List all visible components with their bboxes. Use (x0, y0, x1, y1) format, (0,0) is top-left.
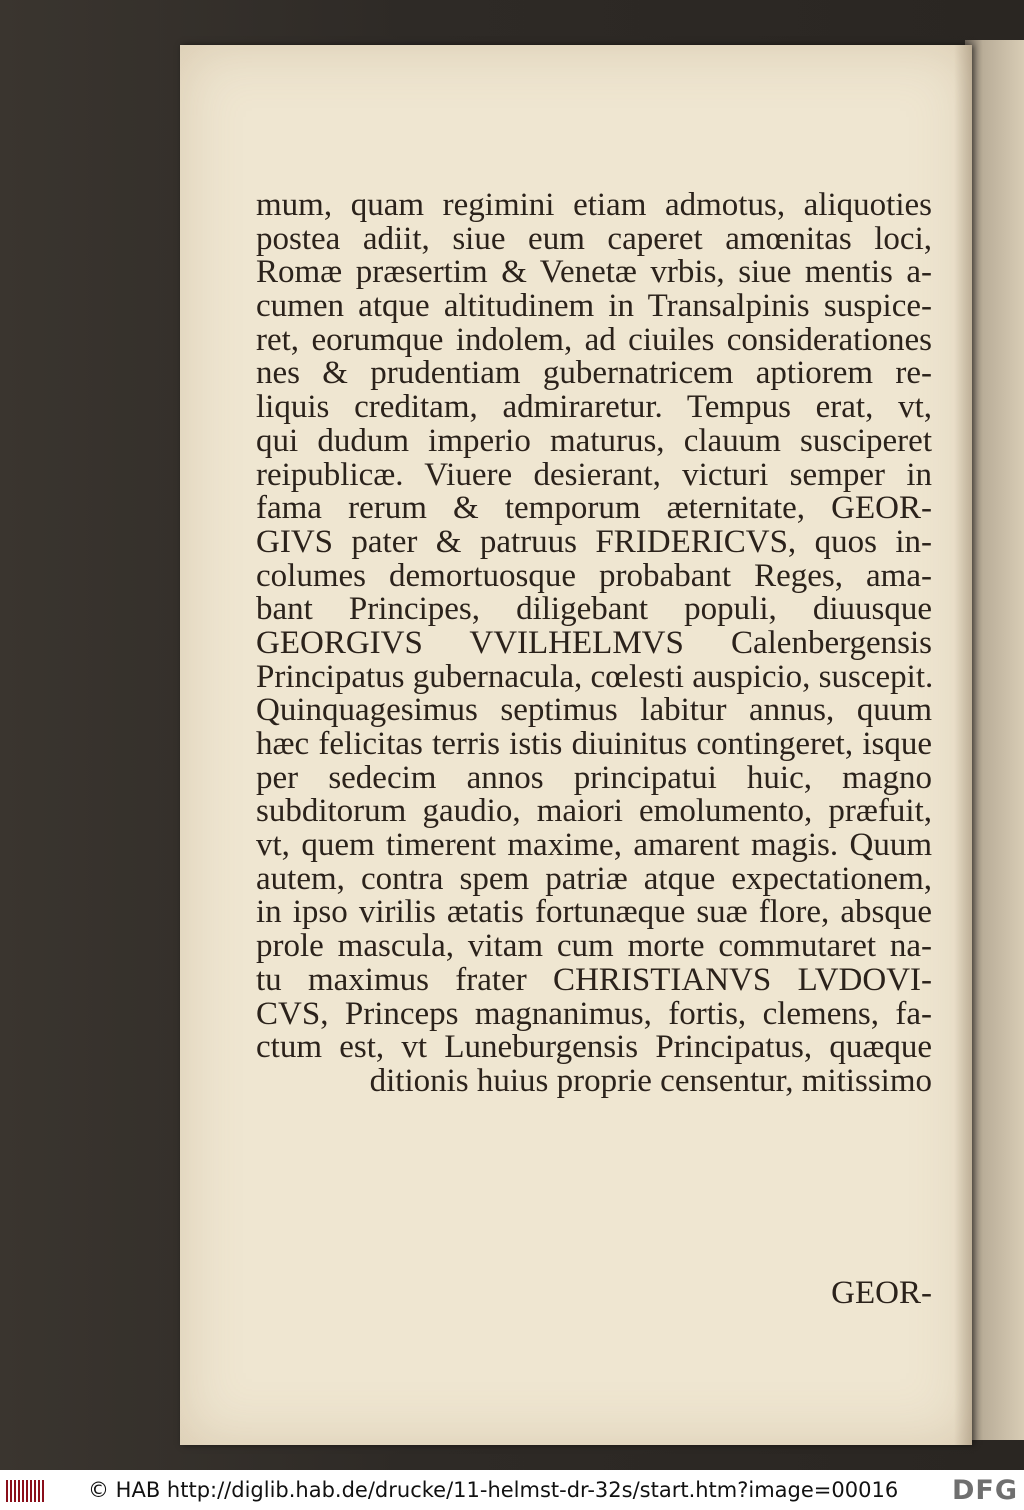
text-line: Romæ præsertim & Venetæ vrbis, siue mentis a- (256, 254, 932, 291)
text-line: fama rerum & temporum æternitate, GEOR- (256, 490, 932, 527)
text-line: hæc felicitas terris istis diuinitus contingeret, isque (256, 726, 932, 762)
text-line: ctum est, vt Luneburgensis Principatus, quæque (256, 1029, 932, 1066)
copyright-link[interactable]: © HAB http://diglib.hab.de/drucke/11-helmst-dr-32s/start.htm?image=00016 (88, 1478, 899, 1502)
catchword-block (820, 1277, 932, 1311)
text-line: in ipso virilis ætatis fortunæque suæ flore, absque (256, 894, 932, 931)
text-line: GEORGIVS VVILHELMVS Calenbergensis (256, 624, 932, 661)
text-line: prole mascula, vitam cum morte commutaret na- (256, 928, 932, 965)
text-line: Quinquagesimus septimus labitur annus, quum (256, 692, 932, 729)
hab-barcode-icon (6, 1480, 46, 1502)
dfg-logo: DFG (951, 1475, 1018, 1506)
page-gutter-shadow (954, 45, 972, 1445)
text-line: GIVS pater & patruus FRIDERICVS, quos in- (256, 523, 932, 560)
page-text (256, 189, 932, 1099)
text-line: subditorum gaudio, maiori emolumento, præfuit, (256, 793, 932, 830)
viewer-footer (0, 1470, 1024, 1510)
text-line: mum, quam regimini etiam admotus, aliquoties (256, 187, 932, 223)
text-line: per sedecim annos principatui huic, magno (256, 759, 932, 796)
text-line: columes demortuosque probabant Reges, ama- (256, 557, 932, 594)
catchword: GEOR- (831, 1275, 932, 1311)
text-line: postea adiit, siue eum caperet amœnitas loci, (256, 220, 932, 257)
text-line: tu maximus frater CHRISTIANVS LVDOVI- (256, 961, 932, 998)
text-line: ret, eorumque indolem, ad ciuiles considerationes (256, 321, 932, 358)
text-line: Principatus gubernacula, cœlesti auspicio, suscepit. (256, 658, 934, 695)
facing-page-edge (965, 40, 1024, 1440)
text-line: reipublicæ. Viuere desierant, victuri semper in (256, 456, 932, 493)
text-line: liquis creditam, admiraretur. Tempus erat, vt, (256, 389, 932, 426)
text-line: vt, quem timerent maxime, amarent magis. Quum (256, 827, 932, 864)
text-line: autem, contra spem patriæ atque expectationem, (256, 860, 932, 897)
text-line: nes & prudentiam gubernatricem aptiorem re- (256, 355, 932, 392)
text-line: cumen atque altitudinem in Transalpinis suspice- (256, 288, 932, 325)
text-line: qui dudum imperio maturus, clauum susciperet (256, 422, 932, 459)
book-page (180, 45, 972, 1445)
text-line: ditionis huius proprie censentur, mitissimo (369, 1062, 932, 1099)
text-line: CVS, Princeps magnanimus, fortis, clemens, fa- (256, 995, 932, 1032)
text-line: bant Principes, diligebant populi, diuusque (256, 591, 932, 628)
